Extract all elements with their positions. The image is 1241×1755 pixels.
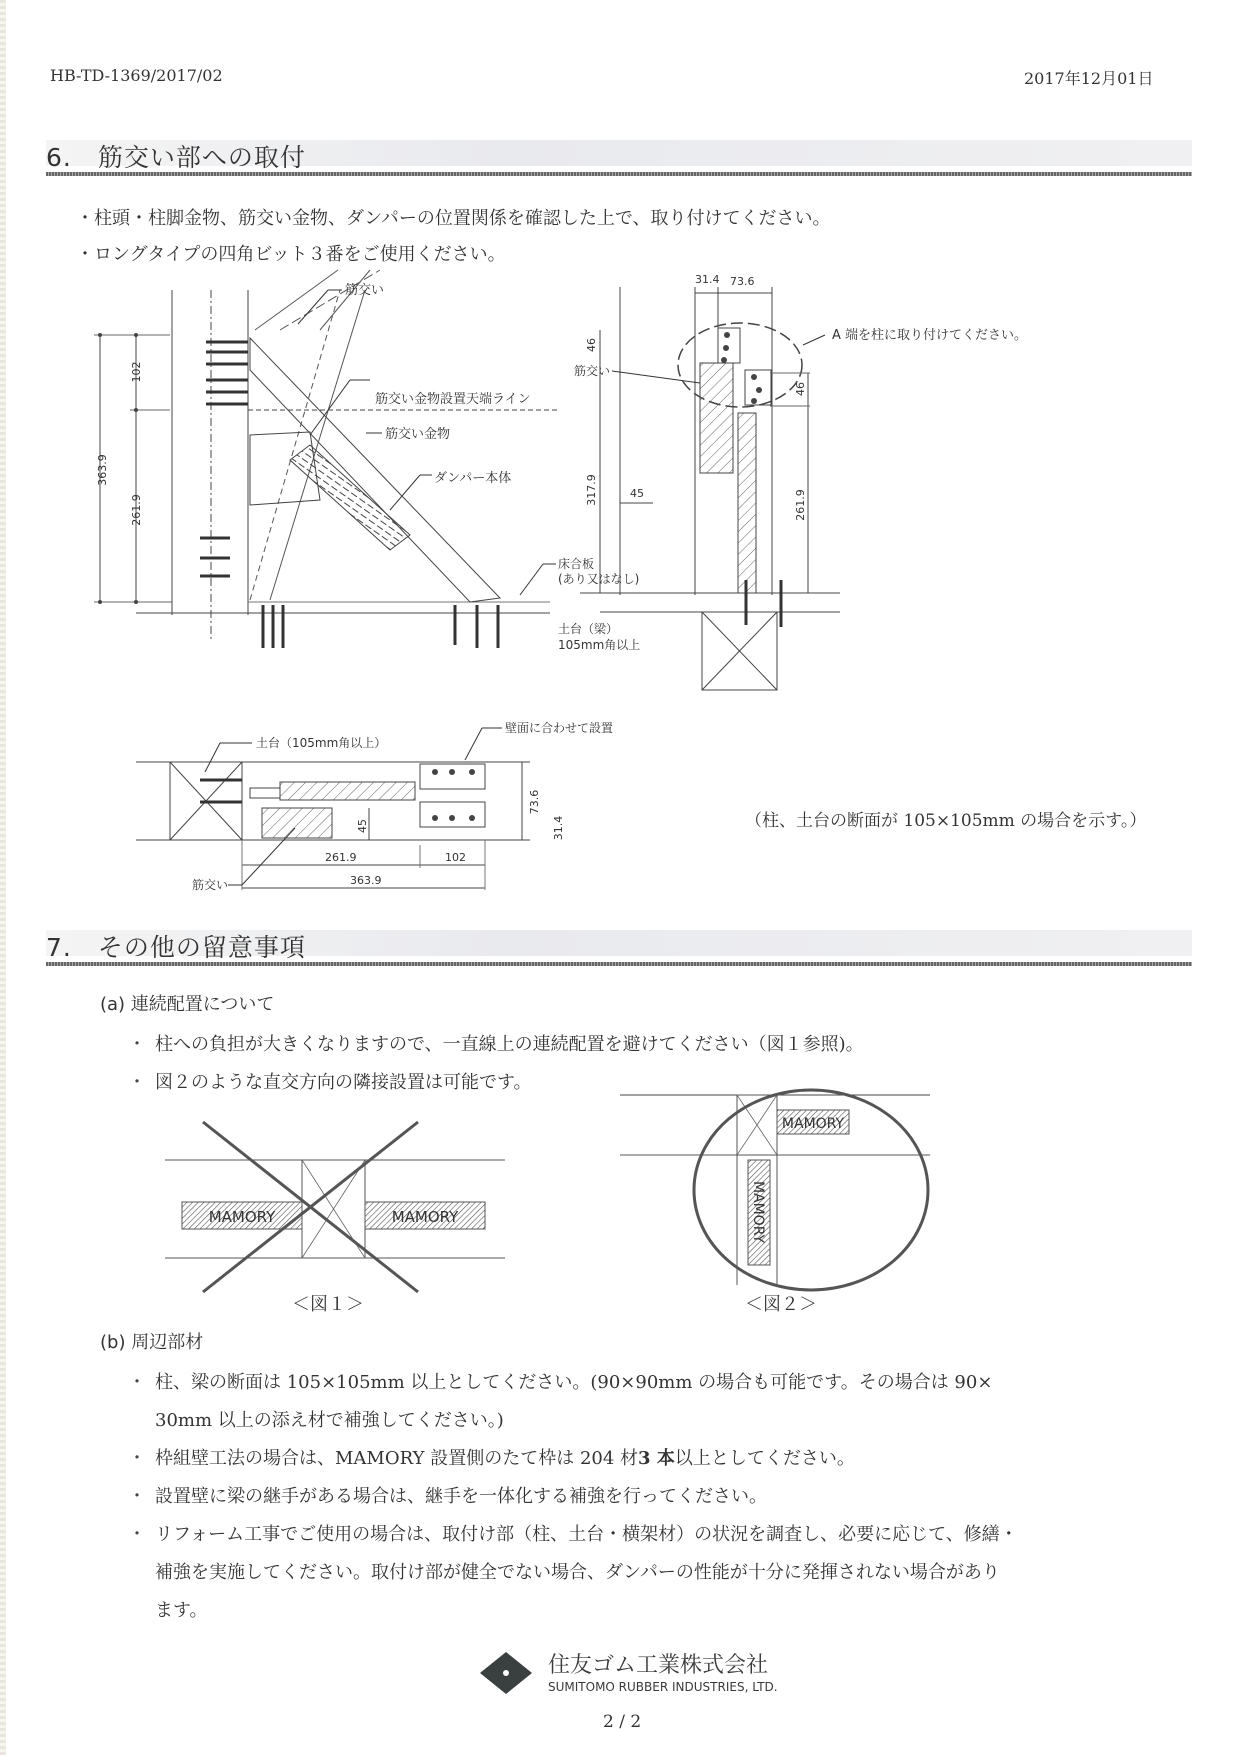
figure-2 (615, 1075, 935, 1290)
figure-1 (160, 1110, 510, 1320)
sub-b-bullet-1-line-2: 30mm 以上の添え材で補強してください。) (155, 1410, 504, 1431)
side-dim-46-right: 46 (794, 382, 807, 396)
side-dim-261-9: 261.9 (794, 489, 807, 521)
sub-b-bullet-1-line-1: 柱、梁の断面は 105×105mm 以上としてください。(90×90mm の場合も可能です。その場合は 90× (155, 1372, 993, 1393)
company-name-en: SUMITOMO RUBBER INDUSTRIES, LTD. (548, 1680, 778, 1694)
sub-b-bullet-4-line-2: 補強を実施してください。取付け部が健全でない場合、ダンパーの性能が十分に発揮されない場合があり (155, 1562, 1000, 1583)
label-sill: 土台（梁） (558, 622, 619, 636)
sub-b-heading: (b) 周辺部材 (100, 1332, 204, 1353)
page-number: 2 / 2 (603, 1712, 642, 1732)
section7-rule (46, 962, 1192, 966)
sub-a-bullet-1: 柱への負担が大きくなりますので、一直線上の連続配置を避けてください（図１参照)。 (155, 1034, 864, 1055)
dim-261-9: 261.9 (130, 494, 143, 526)
sub-b-bullet-4-line-1: リフォーム工事でご使用の場合は、取付け部（柱、土台・横架材）の状況を調査し、必要に応じて、修繕・ (155, 1524, 1018, 1545)
section6-title: 6. 筋交い部への取付 (46, 143, 306, 172)
sub-b-bullet-2-post: 以上としてください。 (674, 1448, 855, 1469)
side-dim-317-9: 317.9 (585, 474, 598, 506)
label-brace-hardware: 筋交い金物 (385, 427, 451, 442)
sub-a-bullet-2: 図２のような直交方向の隣接設置は可能です。 (155, 1072, 532, 1093)
dim-102: 102 (130, 361, 143, 383)
plan-dim-363-9: 363.9 (350, 874, 382, 887)
plan-label-sill: 土台（105mm角以上） (256, 736, 387, 750)
doc-date: 2017年12月01日 (1024, 69, 1154, 88)
bullet-dot: ・ (128, 1372, 146, 1393)
side-label-brace: 筋交い (573, 364, 610, 378)
plan-dim-73-6: 73.6 (528, 789, 541, 815)
plan-diagram (130, 720, 650, 900)
section6-rule (46, 172, 1192, 176)
sub-b-bullet-2-bold: 3 本 (638, 1448, 675, 1469)
bullet-dot: ・ (128, 1486, 146, 1507)
bullet-dot: ・ (128, 1448, 146, 1469)
label-sill-size: 105mm角以上 (558, 638, 641, 652)
plan-dim-261-9: 261.9 (325, 851, 357, 864)
sub-b-bullet-2 (155, 1444, 855, 1470)
side-dim-45: 45 (630, 487, 644, 500)
section6-bullet-2: ・ロングタイプの四角ビット３番をご使用ください。 (76, 244, 506, 265)
label-floor-board-note: (あり又はなし) (558, 572, 640, 586)
fig2-label-h: MAMORY (781, 1116, 845, 1132)
plan-dim-102: 102 (445, 851, 466, 864)
sub-a-heading: (a) 連続配置について (100, 994, 275, 1015)
bullet-dot: ・ (128, 1072, 146, 1093)
company-name-jp: 住友ゴム工業株式会社 (548, 1653, 769, 1678)
section6-bullet-1: ・柱頭・柱脚金物、筋交い金物、ダンパーの位置関係を確認した上で、取り付けてください。 (76, 208, 831, 229)
plan-label-brace: 筋交い (192, 878, 229, 892)
fig2-label-v: MAMORY (750, 1180, 766, 1244)
fig1-label-right: MAMORY (391, 1208, 459, 1226)
label-floor-board: 床合板 (558, 557, 595, 571)
label-a-end-note: A 端を柱に取り付けてください。 (832, 328, 1028, 343)
plan-dim-45: 45 (356, 819, 369, 833)
plan-dim-31-4: 31.4 (552, 815, 565, 841)
side-dim-31-4: 31.4 (695, 273, 720, 286)
sub-b-bullet-3: 設置壁に梁の継手がある場合は、継手を一体化する補強を行ってください。 (155, 1486, 767, 1507)
fig1-caption: ＜図１＞ (292, 1294, 364, 1315)
side-dim-46-top: 46 (585, 338, 598, 352)
scan-edge (0, 0, 6, 1755)
company-logo-icon (478, 1650, 534, 1696)
label-brace: 筋交い (345, 283, 385, 298)
sub-b-bullet-4-line-3: ます。 (155, 1600, 208, 1621)
fig2-caption: ＜図２＞ (745, 1294, 817, 1315)
bullet-dot: ・ (128, 1524, 146, 1545)
label-damper-body: ダンパー本体 (434, 471, 512, 486)
fig1-label-left: MAMORY (208, 1208, 276, 1226)
bullet-dot: ・ (128, 1034, 146, 1055)
doc-code: HB-TD-1369/2017/02 (50, 66, 223, 85)
section7-title: 7. その他の留意事項 (46, 933, 306, 962)
section6-note: （柱、土台の断面が 105×105mm の場合を示す。） (745, 811, 1147, 831)
plan-label-wall-align: 壁面に合わせて設置 (505, 721, 614, 735)
side-dim-73-6: 73.6 (730, 275, 755, 288)
sub-b-bullet-2-pre: 枠組壁工法の場合は、MAMORY 設置側のたて枠は 204 材 (155, 1448, 639, 1469)
dim-363-9: 363.9 (96, 454, 109, 486)
label-brace-hardware-top-line: 筋交い金物設置天端ライン (375, 392, 531, 407)
elevation-diagram (80, 270, 600, 650)
